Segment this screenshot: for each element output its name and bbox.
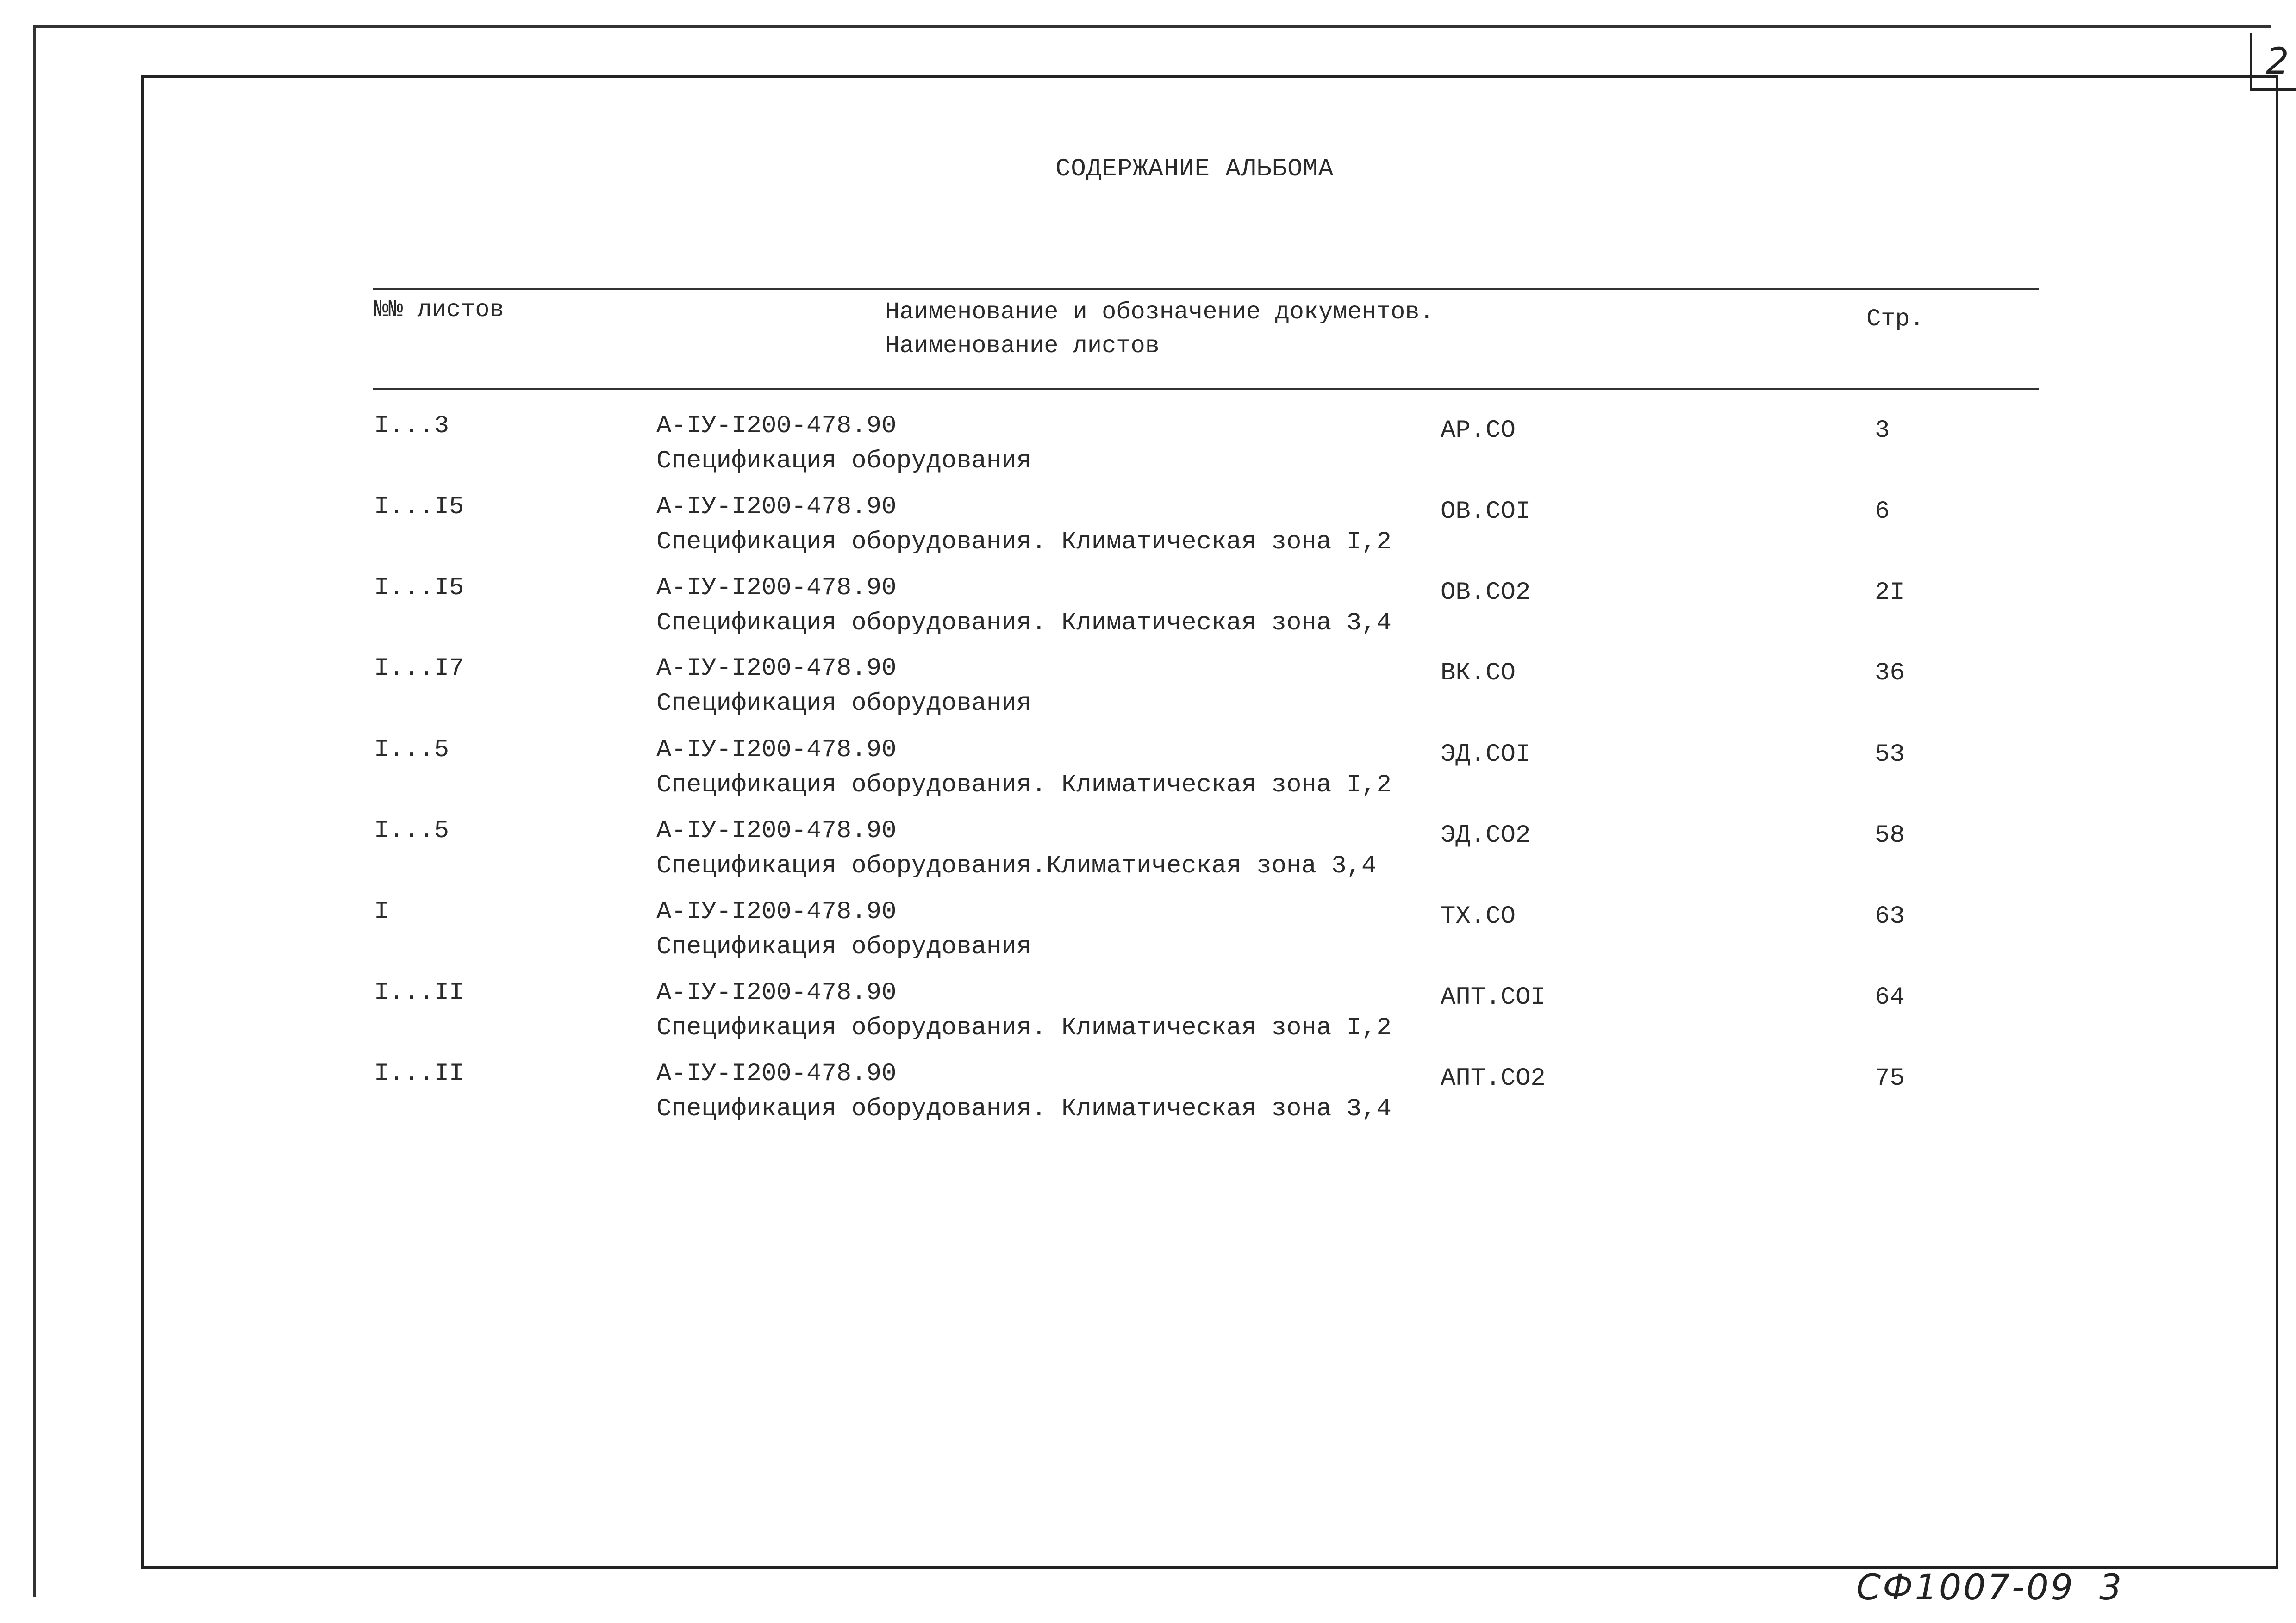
header-document-name: Наименование и обозначение документов. [885, 298, 1434, 326]
document-stamp-code: СФ1007-09 [1856, 1567, 2075, 1608]
row-mark: ОВ.СОI [1441, 497, 1531, 526]
table-top-rule [373, 288, 2039, 290]
row-document-title: Спецификация оборудования [656, 447, 1032, 475]
row-document-title: Спецификация оборудования. Климатическая зона I,2 [656, 528, 1391, 556]
row-mark: ОВ.СО2 [1441, 578, 1531, 607]
header-page: Стр. [1866, 305, 1924, 333]
row-sheets: I...II [374, 979, 464, 1007]
row-page: 36 [1875, 659, 1905, 687]
row-page: 63 [1875, 902, 1905, 931]
row-sheets: I...3 [374, 412, 449, 440]
row-page: 64 [1875, 983, 1905, 1012]
row-sheets: I...5 [374, 736, 449, 764]
row-document-code: А-IУ-I200-478.90 [656, 898, 897, 926]
table-row [0, 574, 2296, 653]
row-document-title: Спецификация оборудования [656, 933, 1032, 961]
table-row [0, 493, 2296, 572]
row-sheets: I...I5 [374, 493, 464, 521]
row-document-code: А-IУ-I200-478.90 [656, 412, 897, 440]
row-mark: ТХ.СО [1441, 902, 1516, 931]
row-mark: АПТ.СО2 [1441, 1064, 1546, 1093]
row-document-code: А-IУ-I200-478.90 [656, 979, 897, 1007]
row-document-code: А-IУ-I200-478.90 [656, 574, 897, 602]
row-document-title: Спецификация оборудования. Климатическая зона 3,4 [656, 609, 1391, 637]
row-sheets: I...II [374, 1060, 464, 1088]
row-document-title: Спецификация оборудования. Климатическая зона I,2 [656, 1014, 1391, 1042]
table-row [0, 736, 2296, 815]
table-row [0, 979, 2296, 1057]
row-sheets: I...5 [374, 817, 449, 845]
row-page: 53 [1875, 740, 1905, 769]
document-stamp-page: 3 [2099, 1567, 2122, 1608]
row-mark: АПТ.СОI [1441, 983, 1546, 1012]
table-row [0, 817, 2296, 895]
row-document-code: А-IУ-I200-478.90 [656, 817, 897, 845]
row-page: 2I [1875, 578, 1905, 607]
row-mark: ЭД.СО2 [1441, 821, 1531, 850]
row-document-code: А-IУ-I200-478.90 [656, 654, 897, 683]
sheet-number: 2 [2266, 41, 2289, 82]
row-document-title: Спецификация оборудования. Климатическая зона 3,4 [656, 1095, 1391, 1123]
row-sheets: I...I7 [374, 654, 464, 683]
row-page: 58 [1875, 821, 1905, 850]
row-sheets: I...I5 [374, 574, 464, 602]
table-header-rule [373, 388, 2039, 390]
row-page: 6 [1875, 497, 1890, 526]
table-row [0, 412, 2296, 491]
row-document-title: Спецификация оборудования.Климатическая зона 3,4 [656, 852, 1377, 880]
row-page: 75 [1875, 1064, 1905, 1093]
header-sheet-name: Наименование листов [885, 332, 1160, 360]
row-document-code: А-IУ-I200-478.90 [656, 1060, 897, 1088]
row-document-title: Спецификация оборудования. Климатическая зона I,2 [656, 771, 1391, 799]
row-mark: ВК.СО [1441, 659, 1516, 687]
row-document-title: Спецификация оборудования [656, 690, 1032, 718]
table-row [0, 1060, 2296, 1138]
row-mark: АР.СО [1441, 417, 1516, 445]
header-sheets: №№ листов [374, 296, 504, 323]
row-document-code: А-IУ-I200-478.90 [656, 493, 897, 521]
row-mark: ЭД.СОI [1441, 740, 1531, 769]
table-row [0, 654, 2296, 733]
table-row [0, 898, 2296, 976]
row-document-code: А-IУ-I200-478.90 [656, 736, 897, 764]
page-title: СОДЕРЖАНИЕ АЛЬБОМА [1055, 155, 1334, 183]
row-page: 3 [1875, 417, 1890, 445]
row-sheets: I [374, 898, 389, 926]
